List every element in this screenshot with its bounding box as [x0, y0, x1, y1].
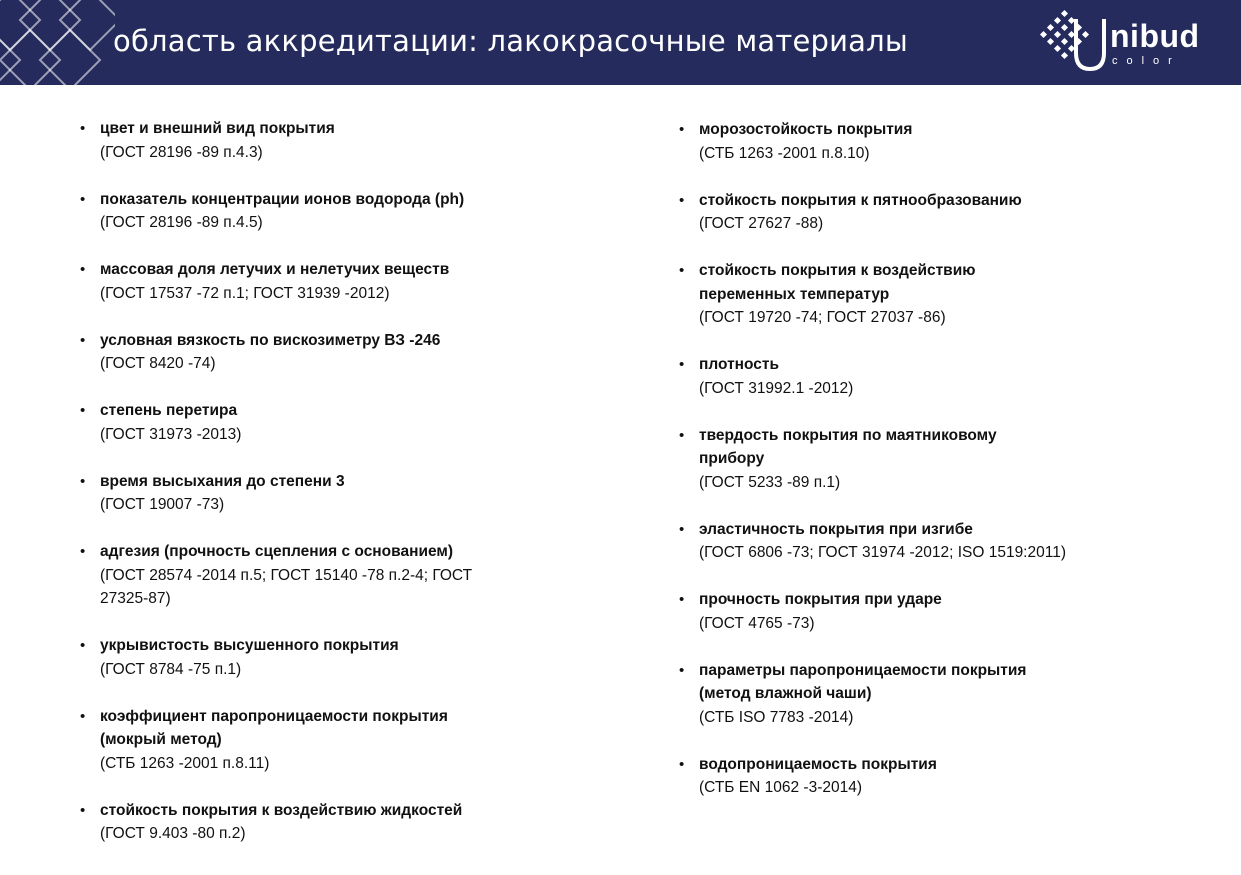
bullet-icon: •: [679, 191, 685, 209]
item-standard-ref: (ГОСТ 6806 -73; ГОСТ 31974 -2012; ISO 1519:2011): [699, 544, 1066, 561]
item-standard-ref: (ГОСТ 19007 -73): [100, 496, 225, 513]
bullet-icon: •: [80, 801, 86, 819]
list-item: [80, 399, 600, 446]
left-column-list: [80, 117, 600, 869]
item-title: твердость покрытия по маятниковому прибору: [699, 426, 997, 467]
item-standard-ref: (ГОСТ 4765 -73): [699, 614, 815, 632]
bullet-icon: •: [80, 707, 86, 725]
bullet-icon: •: [679, 426, 685, 444]
list-item: [80, 470, 600, 517]
list-item: [80, 258, 600, 305]
item-standard-ref: (ГОСТ 27627 -88): [699, 215, 824, 232]
item-title: адгезия (прочность сцепления с основанием): [100, 543, 454, 560]
list-item: [80, 188, 600, 235]
bullet-icon: •: [80, 543, 86, 560]
item-title: эластичность покрытия при изгибе: [699, 520, 973, 538]
item-standard-ref: (ГОСТ 31973 -2013): [100, 425, 242, 443]
item-standard-ref: (ГОСТ 28574 -2014 п.5; ГОСТ 15140 -78 п.2-4; ГОСТ 27325-87): [100, 566, 473, 607]
item-title: стойкость покрытия к воздействию переменных температур: [699, 262, 976, 303]
item-standard-ref: (ГОСТ 5233 -89 п.1): [699, 473, 841, 491]
bullet-icon: •: [80, 472, 86, 490]
list-item: [679, 753, 1219, 800]
item-title: прочность покрытия при ударе: [699, 591, 942, 608]
list-item: [679, 189, 1219, 236]
bullet-icon: •: [679, 591, 685, 608]
item-standard-ref: (ГОСТ 31992.1 -2012): [699, 379, 854, 397]
item-title: коэффициент паропроницаемости покрытия (мокрый метод): [100, 707, 448, 748]
list-item: [80, 634, 600, 681]
bullet-icon: •: [80, 261, 86, 278]
unibud-logo: [1040, 9, 1210, 75]
bullet-icon: •: [679, 356, 685, 373]
list-item: [679, 424, 1219, 495]
item-title: укрывистость высушенного покрытия: [100, 637, 399, 654]
item-title: параметры паропроницаемости покрытия (метод влажной чаши): [699, 661, 1027, 702]
list-item: [679, 353, 1219, 400]
logo-subtitle: color: [1112, 55, 1181, 67]
bullet-icon: •: [80, 402, 86, 419]
bullet-icon: •: [679, 121, 685, 138]
item-title: плотность: [699, 356, 780, 373]
list-item: [80, 705, 600, 776]
item-title: стойкость покрытия к воздействию жидкостей: [100, 801, 463, 819]
bullet-icon: •: [80, 190, 86, 208]
item-standard-ref: (ГОСТ 28196 -89 п.4.5): [100, 214, 263, 231]
item-title: массовая доля летучих и нелетучих веществ: [100, 261, 450, 278]
item-standard-ref: (СТБ 1263 -2001 п.8.10): [699, 144, 870, 162]
item-standard-ref: (ГОСТ 17537 -72 п.1; ГОСТ 31939 -2012): [100, 284, 390, 302]
item-title: условная вязкость по вискозиметру ВЗ -246: [100, 331, 441, 349]
bullet-icon: •: [80, 120, 86, 137]
bullet-icon: •: [80, 637, 86, 654]
header-banner: [0, 0, 1241, 85]
list-item: [80, 799, 600, 846]
item-title: степень перетира: [100, 402, 238, 419]
bullet-icon: •: [679, 262, 685, 279]
bullet-icon: •: [679, 520, 685, 538]
item-title: время высыхания до степени 3: [100, 472, 345, 490]
item-title: водопроницаемость покрытия: [699, 755, 937, 773]
diamond-pattern-icon: [0, 0, 115, 85]
item-standard-ref: (ГОСТ 19720 -74; ГОСТ 27037 -86): [699, 309, 946, 326]
bullet-icon: •: [679, 755, 685, 773]
list-item: [80, 540, 600, 611]
list-item: [679, 588, 1219, 635]
list-item: [679, 259, 1219, 330]
list-item: [679, 659, 1219, 730]
item-title: показатель концентрации ионов водорода (ph): [100, 190, 465, 208]
list-item: [80, 117, 600, 164]
unibud-logo-icon: [1040, 9, 1112, 75]
item-title: морозостойкость покрытия: [699, 121, 913, 138]
item-standard-ref: (СТБ 1263 -2001 п.8.11): [100, 754, 270, 772]
item-standard-ref: (ГОСТ 28196 -89 п.4.3): [100, 143, 263, 161]
logo-word: nibud: [1110, 18, 1200, 54]
page-title: область аккредитации: лакокрасочные материалы: [113, 24, 908, 58]
item-standard-ref: (СТБ EN 1062 -3-2014): [699, 779, 862, 796]
item-title: цвет и внешний вид покрытия: [100, 120, 335, 137]
right-column-list: [679, 118, 1219, 823]
item-standard-ref: (ГОСТ 9.403 -80 п.2): [100, 825, 246, 842]
list-item: [80, 329, 600, 376]
item-title: стойкость покрытия к пятнообразованию: [699, 191, 1022, 209]
item-standard-ref: (ГОСТ 8784 -75 п.1): [100, 660, 242, 678]
list-item: [679, 518, 1219, 565]
list-item: [679, 118, 1219, 165]
item-standard-ref: (ГОСТ 8420 -74): [100, 355, 216, 372]
bullet-icon: •: [80, 331, 86, 349]
bullet-icon: •: [679, 661, 685, 679]
item-standard-ref: (СТБ ISO 7783 -2014): [699, 708, 854, 726]
